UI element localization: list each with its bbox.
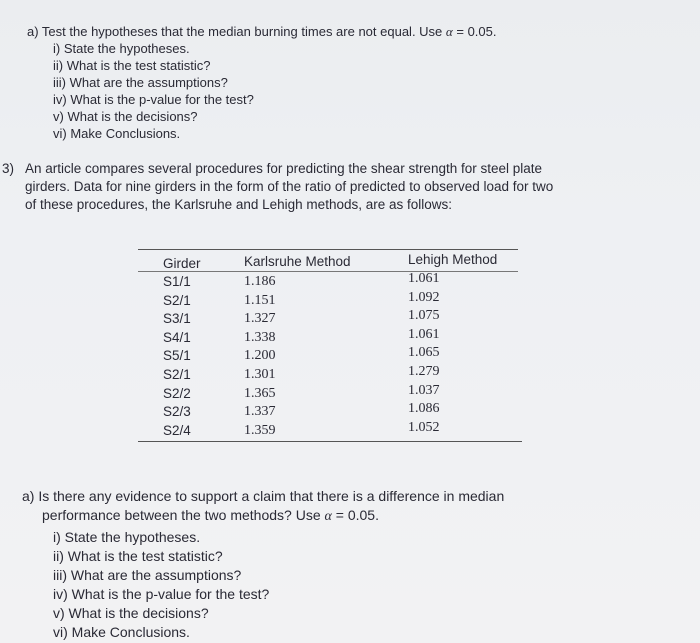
table-top-rule	[138, 249, 518, 250]
problem-line-3: of these procedures, the Karlsruhe and Lehigh methods, are as follows:	[25, 197, 453, 212]
cell-lehigh: 1.061	[408, 271, 440, 286]
cell-karlsruhe: 1.337	[244, 404, 276, 420]
header-girder: Girder	[163, 256, 201, 271]
header-lehigh: Lehigh Method	[408, 252, 498, 267]
part-a-item-5: v) What is the decisions?	[53, 605, 209, 621]
cell-girder: S3/1	[163, 311, 191, 327]
cell-lehigh: 1.075	[408, 308, 440, 324]
part-a-line-2-text: performance between the two methods? Use	[42, 507, 321, 523]
prev-item-2: ii) What is the test statistic?	[53, 58, 211, 73]
cell-karlsruhe: 1.200	[244, 348, 276, 364]
cell-karlsruhe: 1.151	[244, 292, 276, 308]
part-a-item-3: iii) What are the assumptions?	[53, 567, 242, 583]
header-karlsruhe: Karlsruhe Method	[244, 254, 351, 269]
prev-part-a-text: a) Test the hypotheses that the median burning times are not equal. Use	[27, 24, 443, 39]
alpha-symbol-2: α	[324, 509, 332, 524]
cell-lehigh: 1.065	[408, 345, 440, 361]
problem-line-1: An article compares several procedures for predicting the shear strength for steel plate	[25, 161, 543, 176]
cell-karlsruhe: 1.301	[244, 367, 276, 382]
part-a-item-4: iv) What is the p-value for the test?	[53, 586, 270, 602]
cell-girder: S2/3	[163, 404, 191, 420]
table-bottom-rule	[138, 441, 522, 442]
problem-line-2: girders. Data for nine girders in the form of the ratio of predicted to observed load for two	[25, 179, 554, 194]
prev-item-1: i) State the hypotheses.	[53, 41, 190, 56]
cell-girder: S1/1	[163, 274, 191, 289]
alpha-value-2: = 0.05.	[335, 507, 379, 523]
cell-girder: S5/1	[163, 348, 191, 364]
cell-girder: S2/2	[163, 385, 191, 401]
part-a-item-6: vi) Make Conclusions.	[53, 624, 190, 640]
cell-lehigh: 1.037	[408, 382, 440, 398]
prev-item-3: iii) What are the assumptions?	[53, 75, 228, 90]
cell-girder: S2/1	[163, 367, 191, 382]
cell-karlsruhe: 1.186	[244, 274, 276, 289]
prev-item-4: iv) What is the p-value for the test?	[53, 92, 254, 107]
cell-karlsruhe: 1.338	[244, 329, 276, 345]
part-a-item-2: ii) What is the test statistic?	[53, 548, 223, 564]
prev-item-5: v) What is the decisions?	[53, 109, 198, 124]
problem-number: 3)	[2, 161, 15, 176]
cell-girder: S2/1	[163, 292, 191, 308]
alpha-value: = 0.05.	[456, 24, 497, 39]
cell-lehigh: 1.061	[408, 326, 440, 342]
cell-karlsruhe: 1.365	[244, 385, 276, 401]
cell-karlsruhe: 1.327	[244, 311, 276, 327]
cell-karlsruhe: 1.359	[244, 422, 276, 438]
cell-lehigh: 1.092	[408, 289, 440, 305]
part-a-line-2	[42, 507, 379, 525]
part-a-item-1: i) State the hypotheses.	[53, 529, 201, 545]
alpha-symbol: α	[445, 24, 453, 39]
cell-lehigh: 1.279	[408, 364, 440, 379]
prev-item-6: vi) Make Conclusions.	[53, 126, 181, 141]
cell-girder: S4/1	[163, 329, 191, 345]
prev-part-a	[27, 24, 497, 40]
cell-girder: S2/4	[163, 422, 191, 438]
cell-lehigh: 1.086	[408, 401, 440, 417]
cell-lehigh: 1.052	[408, 419, 440, 435]
part-a-line-1: a) Is there any evidence to support a claim that there is a difference in median	[22, 488, 505, 504]
